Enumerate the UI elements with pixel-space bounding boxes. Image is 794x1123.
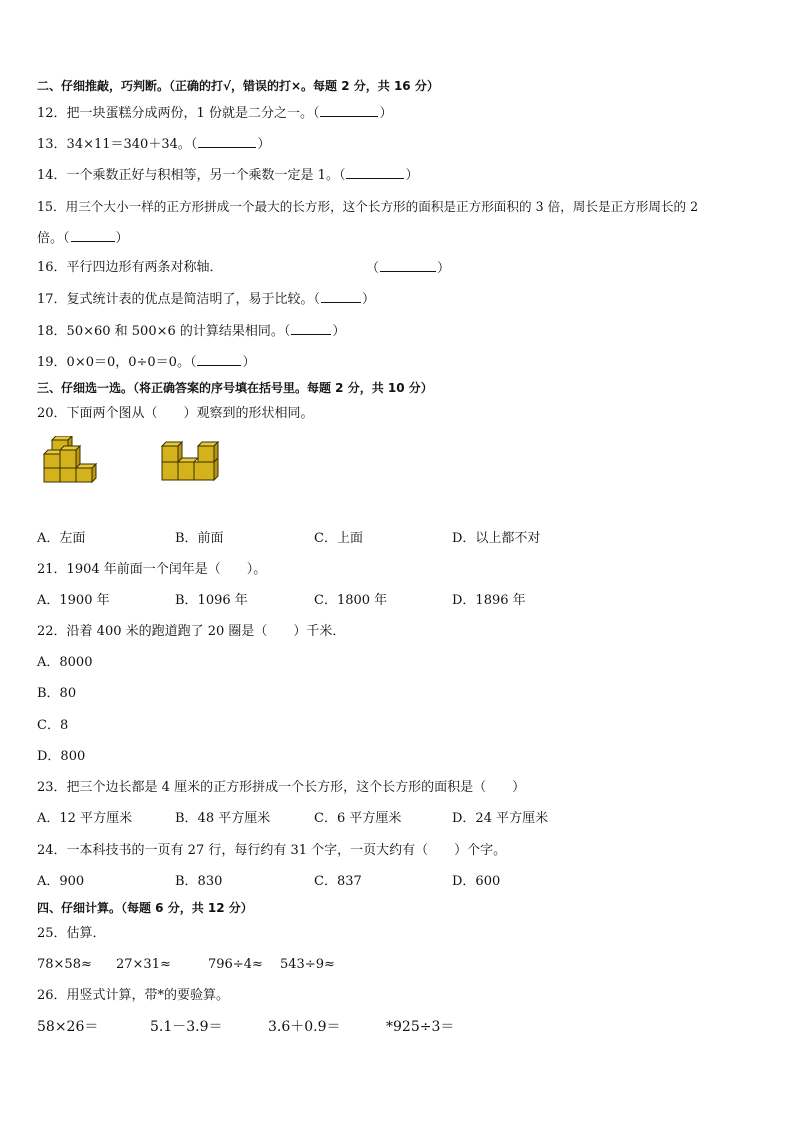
q22-option-b[interactable]: B．80 xyxy=(37,686,77,701)
question-14: 14．一个乘数正好与积相等，另一个乘数一定是 1。（ ） xyxy=(37,168,419,183)
q20-option-b[interactable]: B．前面 xyxy=(175,531,224,546)
question-text: 17．复式统计表的优点是简洁明了，易于比较。（ xyxy=(37,292,321,307)
section2-heading: 二、仔细推敲，巧判断。（正确的打√，错误的打×。每题 2 分，共 16 分） xyxy=(37,79,439,93)
cube-figure-right xyxy=(160,436,226,486)
q20-option-a[interactable]: A．左面 xyxy=(37,531,86,546)
answer-blank[interactable] xyxy=(198,135,256,148)
q21-option-c[interactable]: C．1800 年 xyxy=(314,593,388,608)
q21-option-b[interactable]: B．1096 年 xyxy=(175,593,248,608)
question-text: 12．把一块蛋糕分成两份，1 份就是二分之一。（ xyxy=(37,106,320,121)
question-text: 14．一个乘数正好与积相等，另一个乘数一定是 1。（ xyxy=(37,168,346,183)
cube-face xyxy=(44,454,60,468)
answer-blank[interactable] xyxy=(291,322,331,335)
question-16 xyxy=(37,259,223,277)
q24-option-d[interactable]: D．600 xyxy=(452,874,501,889)
question-24: 24．一本科技书的一页有 27 行，每行约有 31 个字，一页大约有（ ）个字。 xyxy=(37,843,507,858)
question-17: 17．复式统计表的优点是简洁明了，易于比较。（ ） xyxy=(37,292,376,307)
calc-item: 5.1－3.9＝ xyxy=(150,1019,223,1035)
question-21: 21．1904 年前面一个闰年是（ ）。 xyxy=(37,562,267,577)
q23-option-a[interactable]: A．12 平方厘米 xyxy=(37,811,133,826)
q22-option-d[interactable]: D．800 xyxy=(37,749,86,764)
q20-option-c[interactable]: C．上面 xyxy=(314,531,363,546)
cube-face xyxy=(44,468,60,482)
question-text: 13．34×11＝340＋34。（ xyxy=(37,137,198,152)
question-20: 20．下面两个图从（ ）观察到的形状相同。 xyxy=(37,406,314,421)
question-22: 22．沿着 400 米的跑道跑了 20 圈是（ ）千米． xyxy=(37,624,346,639)
q23-option-c[interactable]: C．6 平方厘米 xyxy=(314,811,402,826)
question-text: 16．平行四边形有两条对称轴． xyxy=(37,260,223,275)
answer-blank[interactable] xyxy=(321,290,361,303)
question-15-line1: 15．用三个大小一样的正方形拼成一个最大的长方形，这个长方形的面积是正方形面积的 3 倍，周长是正方形周长的 2 xyxy=(37,199,699,214)
q23-option-d[interactable]: D．24 平方厘米 xyxy=(452,811,549,826)
cube-face xyxy=(92,464,96,482)
question-15-line2: 倍。（ ） xyxy=(37,231,129,246)
cube-figure-left xyxy=(42,436,102,486)
answer-blank[interactable] xyxy=(380,259,436,272)
question-text: 19．0×0＝0，0÷0＝0。（ xyxy=(37,355,197,370)
cube-face xyxy=(162,462,178,480)
cube-face xyxy=(194,462,214,480)
q21-option-d[interactable]: D．1896 年 xyxy=(452,593,526,608)
answer-blank[interactable] xyxy=(320,104,378,117)
answer-blank[interactable] xyxy=(346,166,404,179)
calc-item: 3.6＋0.9＝ xyxy=(268,1019,341,1035)
cube-face xyxy=(198,446,214,462)
calc-item: *925÷3＝ xyxy=(386,1019,455,1035)
cube-face xyxy=(60,450,76,468)
cube-face xyxy=(60,468,76,482)
question-19: 19．0×0＝0，0÷0＝0。（ ） xyxy=(37,355,256,370)
q24-option-b[interactable]: B．830 xyxy=(175,874,223,889)
cube-face xyxy=(214,458,218,480)
q22-option-c[interactable]: C．8 xyxy=(37,718,69,733)
question-16-answer: （ ） xyxy=(366,261,451,276)
estimate-item: 796÷4≈ xyxy=(208,957,263,972)
estimate-item: 543÷9≈ xyxy=(280,957,335,972)
q20-option-d[interactable]: D．以上都不对 xyxy=(452,531,541,546)
cube-face xyxy=(178,458,198,462)
cube-face xyxy=(76,468,92,482)
q22-option-a[interactable]: A．8000 xyxy=(37,655,93,670)
cube-face xyxy=(178,462,194,480)
q24-option-c[interactable]: C．837 xyxy=(314,874,362,889)
q23-option-b[interactable]: B．48 平方厘米 xyxy=(175,811,271,826)
answer-blank[interactable] xyxy=(71,229,115,242)
question-text: 18．50×60 和 500×6 的计算结果相同。（ xyxy=(37,324,291,339)
question-12: 12．把一块蛋糕分成两份，1 份就是二分之一。（ ） xyxy=(37,106,393,121)
q24-option-a[interactable]: A．900 xyxy=(37,874,85,889)
q21-option-a[interactable]: A．1900 年 xyxy=(37,593,110,608)
calc-item: 58×26＝ xyxy=(37,1019,99,1035)
section3-heading: 三、仔细选一选。（将正确答案的序号填在括号里。每题 2 分，共 10 分） xyxy=(37,381,433,395)
estimate-item: 78×58≈ xyxy=(37,957,92,972)
question-13: 13．34×11＝340＋34。（ ） xyxy=(37,137,271,152)
question-26: 26．用竖式计算，带*的要验算。 xyxy=(37,988,230,1003)
question-18: 18．50×60 和 500×6 的计算结果相同。（ ） xyxy=(37,324,346,339)
estimate-item: 27×31≈ xyxy=(116,957,171,972)
cube-face xyxy=(162,446,178,462)
question-25: 25．估算． xyxy=(37,926,106,941)
section4-heading: 四、仔细计算。（每题 6 分，共 12 分） xyxy=(37,901,253,915)
answer-blank[interactable] xyxy=(197,353,241,366)
question-23: 23．把三个边长都是 4 厘米的正方形拼成一个长方形，这个长方形的面积是（ ） xyxy=(37,780,526,795)
